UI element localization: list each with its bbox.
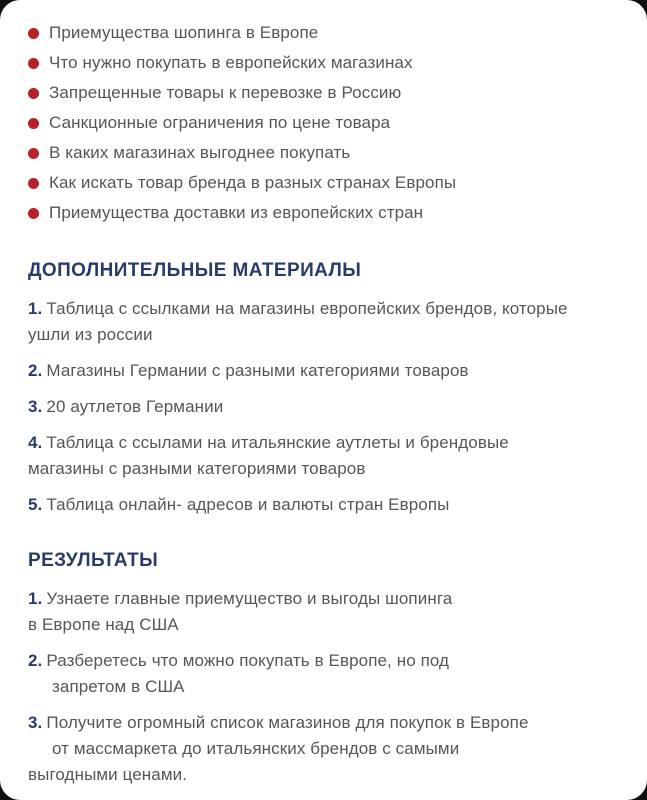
list-item	[28, 48, 619, 78]
bullet-dot-icon	[28, 88, 39, 99]
item-line: 1. Таблица с ссылками на магазины европейских брендов, которые	[28, 299, 568, 318]
bullet-text: Приемущества доставки из европейских стран	[49, 203, 424, 222]
bullet-dot-icon	[28, 208, 39, 219]
item-line: 3. 20 аутлетов Германии	[28, 397, 224, 416]
list-item	[28, 78, 619, 108]
item-line: от массмаркета до итальянских брендов с самыми	[52, 739, 460, 758]
list-item	[28, 430, 619, 482]
item-line: магазины с разными категориями товаров	[28, 459, 366, 478]
bullet-text: Приемущества шопинга в Европе	[49, 23, 319, 42]
list-item	[28, 108, 619, 138]
list-item	[28, 296, 619, 348]
materials-list	[28, 296, 619, 518]
bullet-dot-icon	[28, 178, 39, 189]
list-item	[28, 394, 619, 420]
bullet-text: Санкционные ограничения по цене товара	[49, 113, 391, 132]
bullet-dot-icon	[28, 118, 39, 129]
item-number: 2.	[28, 361, 43, 380]
bullet-text: Запрещенные товары к перевозке в Россию	[49, 83, 402, 102]
item-line: в Европе над США	[28, 615, 179, 634]
bullet-list	[28, 18, 619, 228]
list-item	[28, 168, 619, 198]
item-line: 2. Разберетесь что можно покупать в Европе, но под	[28, 651, 450, 670]
bullet-text: Как искать товар бренда в разных странах Европы	[49, 173, 457, 192]
item-number: 2.	[28, 651, 43, 670]
bullet-text: В каких магазинах выгоднее покупать	[49, 143, 351, 162]
item-line: 2. Магазины Германии с разными категориями товаров	[28, 361, 469, 380]
list-item	[28, 710, 619, 788]
section-materials-title: ДОПОЛНИТЕЛЬНЫЕ МАТЕРИАЛЫ	[28, 260, 362, 281]
bullet-text: Что нужно покупать в европейских магазинах	[49, 53, 413, 72]
section-materials	[28, 260, 619, 518]
list-item	[28, 198, 619, 228]
item-line: выгодными ценами.	[28, 765, 188, 784]
list-item	[28, 138, 619, 168]
item-number: 3.	[28, 713, 43, 732]
item-line: 5. Таблица онлайн- адресов и валюты стран Европы	[28, 495, 450, 514]
item-line: 3. Получите огромный список магазинов для покупок в Европе	[28, 713, 529, 732]
section-results-title: РЕЗУЛЬТАТЫ	[28, 550, 159, 571]
results-list	[28, 586, 619, 788]
list-item	[28, 648, 619, 700]
item-number: 4.	[28, 433, 43, 452]
item-line: 1. Узнаете главные приемущество и выгоды шопинга	[28, 589, 453, 608]
bullet-dot-icon	[28, 148, 39, 159]
item-number: 5.	[28, 495, 43, 514]
item-number: 3.	[28, 397, 43, 416]
bullet-dot-icon	[28, 28, 39, 39]
item-line: 4. Таблица с ссылами на итальянские аутлеты и брендовые	[28, 433, 509, 452]
item-number: 1.	[28, 299, 43, 318]
item-line: запретом в США	[52, 677, 185, 696]
list-item	[28, 358, 619, 384]
section-results	[28, 550, 619, 788]
item-number: 1.	[28, 589, 43, 608]
list-item	[28, 586, 619, 638]
list-item	[28, 492, 619, 518]
list-item	[28, 18, 619, 48]
bullet-dot-icon	[28, 58, 39, 69]
item-line: ушли из россии	[28, 325, 153, 344]
